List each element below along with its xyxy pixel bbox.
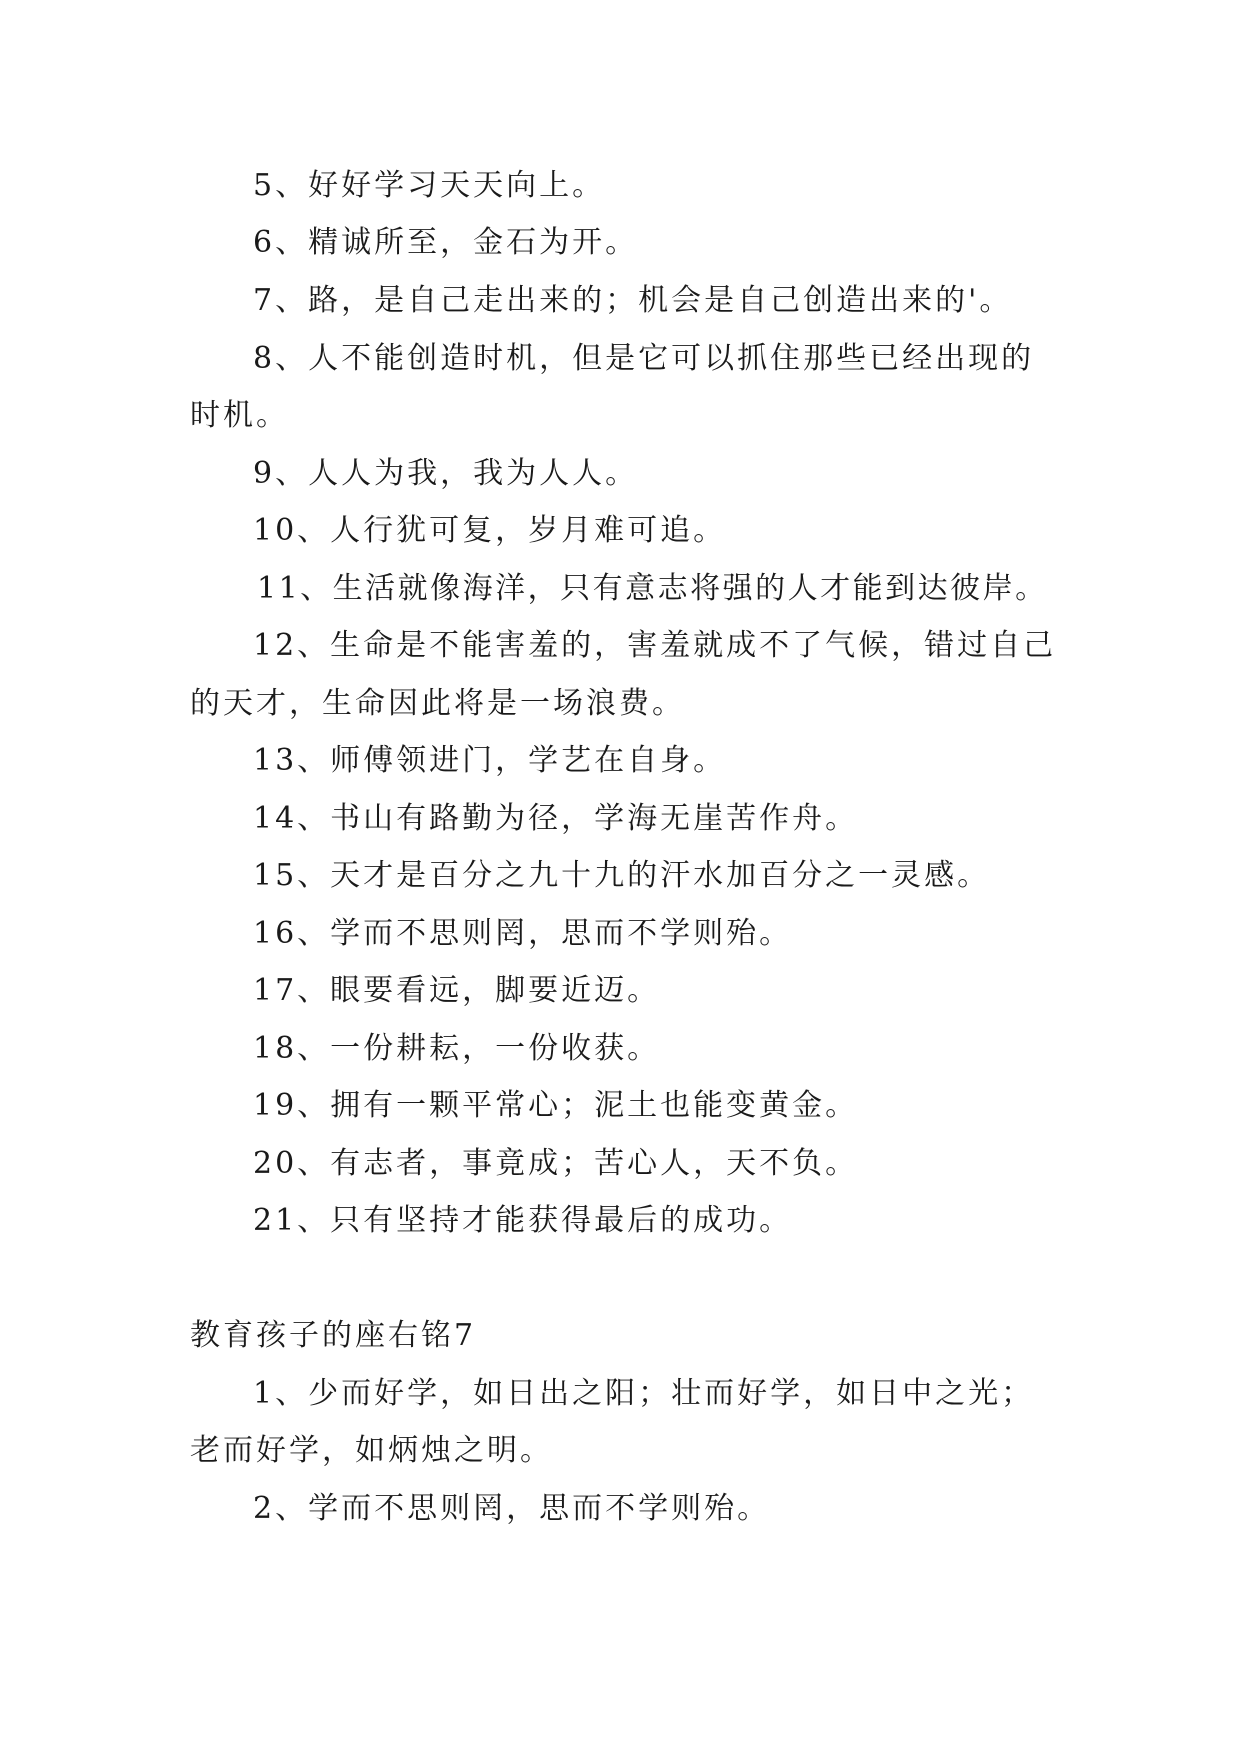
- list-item-9: 9、人人为我，我为人人。: [253, 456, 639, 491]
- list-item-6: 6、精诚所至，金石为开。: [253, 225, 639, 260]
- list-item-14: 14、书山有路勤为径，学海无崖苦作舟。: [253, 801, 859, 836]
- list-item-11: 11、生活就像海洋，只有意志将强的人才能到达彼岸。: [257, 571, 1048, 606]
- list-item-12-continuation: 的天才，生命因此将是一场浪费。: [190, 686, 685, 721]
- list-item-7: 7、路，是自己走出来的；机会是自己创造出来的'。: [253, 283, 1013, 318]
- list-item-5: 5、好好学习天天向上。: [253, 168, 606, 203]
- list-item-21: 21、只有坚持才能获得最后的成功。: [253, 1203, 793, 1238]
- list-item-15: 15、天才是百分之九十九的汗水加百分之一灵感。: [253, 858, 991, 893]
- section-list-item-1-continuation: 老而好学，如炳烛之明。: [190, 1433, 553, 1468]
- list-item-10: 10、人行犹可复，岁月难可追。: [253, 513, 727, 548]
- list-item-18: 18、一份耕耘，一份收获。: [253, 1031, 661, 1066]
- list-item-8-continuation: 时机。: [190, 398, 289, 433]
- section-heading: 教育孩子的座右铭7: [190, 1318, 477, 1353]
- section-list-item-1: 1、少而好学，如日出之阳；壮而好学，如日中之光；: [253, 1376, 1035, 1411]
- list-item-16: 16、学而不思则罔，思而不学则殆。: [253, 916, 793, 951]
- list-item-12: 12、生命是不能害羞的，害羞就成不了气候，错过自己: [253, 628, 1057, 663]
- list-item-8: 8、人不能创造时机，但是它可以抓住那些已经出现的: [253, 341, 1035, 376]
- section-list-item-2: 2、学而不思则罔，思而不学则殆。: [253, 1491, 771, 1526]
- list-item-13: 13、师傅领进门，学艺在自身。: [253, 743, 727, 778]
- list-item-19: 19、拥有一颗平常心；泥土也能变黄金。: [253, 1088, 859, 1123]
- list-item-17: 17、眼要看远，脚要近迈。: [253, 973, 661, 1008]
- list-item-20: 20、有志者，事竟成；苦心人，天不负。: [253, 1146, 859, 1181]
